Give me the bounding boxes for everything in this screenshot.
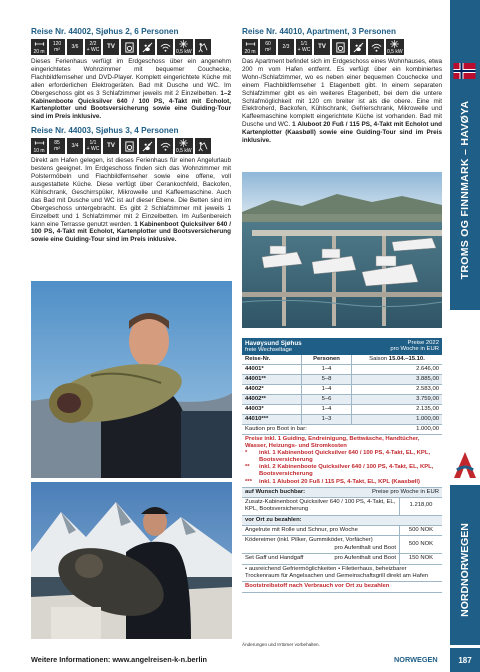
table-row (242, 385, 442, 395)
angler-with-cod-image (31, 281, 232, 478)
col-personen: Personen (302, 355, 352, 364)
pets-icon (139, 138, 155, 154)
harbour-photo (242, 172, 442, 328)
reise-nr-cell: 44010*** (242, 415, 302, 424)
reise-nr-cell: 44001** (242, 375, 302, 384)
area-icon: 120 m² (49, 39, 65, 55)
table-title: Havøysund Sjøhus (245, 340, 302, 347)
reise-nr-cell: 44003* (242, 405, 302, 414)
extra-boat-row: Zusatz-Kabinenboot Quicksilver 640 / 100 PS, 4-Takt, EL, KPL, Bootsversicherung 1.218,00 (242, 498, 442, 516)
disclaimer: Änderungen und Irrtümer vorbehalten. (242, 642, 320, 647)
bathrooms-icon: 1/1 + WC (297, 41, 311, 53)
offer-44002-description: Dieses Ferienhaus verfügt im Erdgeschoss über ein angenehm eingerichtetes Wohnzimmer mit bequemer Couchecke, Flachbildfernseher und DVD-Player. Komplett eingerichtete Küche mit allen erforderlichen Elektrogeräten. Bad mit Dusche und WC. Im Obergeschoss gibt es 3 Schlafzimmer jeweils mit 2 Einzelbetten. 1–2 Kabinenboote Quicksilver 640 / 100 PS, 4-Takt mit Echolot, Kartenplotter und Bootsversicherung sowie eine Guiding-Tour sind im Preis inklusive. (31, 58, 231, 121)
freezer-icon: 0,5 kW (175, 138, 193, 154)
area-icon: 85 m² (49, 138, 65, 154)
area-icon: 60 m² (260, 39, 276, 55)
included-notes (242, 435, 442, 488)
table-row (242, 395, 442, 405)
tv-icon: TV (314, 39, 330, 55)
page-number: 187 (450, 648, 480, 672)
footer-info-link[interactable]: Weitere Informationen: www.angelreisen-k-n.berlin (31, 655, 207, 664)
offer-44010-description: Das Apartment befindet sich im Erdgeschoss eines Wohnhauses, etwa 200 m vom Hafen entfernt. Es verfügt über ein kombiniertes Wohn-/Schlafzimmer, wo es neben einer bequemen Couchecke und einem Flachbildfernseher 1 Etagenbett gibt. In einem separaten Schlafzimmer gibt es ein weiteres Etagenbett, bei dem die untere Schlafmöglichkeit mit 120 cm breiter ist als die obere. Eine mit Elektroherd, Backofen, Kühlschrank, Gefrierschrank, Mikrowelle und Kaffeemaschine komplett eingerichtete Küche ist vorhanden. Bad mit Dusche und WC. 1 Aluboot 20 Fuß / 115 PS, 4-Takt mit Echolot und Kartenplotter (Kaasbøll) sowie eine Guiding-Tour sind im Preis inklusive. (242, 58, 443, 145)
distance-icon: 10 m (31, 138, 47, 154)
bathrooms-icon: 1/1 + WC (86, 140, 100, 153)
note-3: *** inkl. 1 Aluboot 20 Fuß / 115 PS, 4-Takt, EL, KPL (Kaasbøll) (245, 478, 420, 485)
included-text: Preise inkl. 1 Guiding, Endreinigung, Bettwäsche, Handtücher, Wasser, Heizungs- und Stromkosten (245, 436, 420, 450)
fisherman-icon (195, 39, 211, 55)
wunsch-section: auf Wunsch buchbar: Preise pro Woche in EUR (242, 488, 442, 498)
washing-machine-icon (121, 138, 137, 154)
facilities-text: • ausreichend Gefriermöglichkeiten • Filetierhaus, beheizbarer Trockenraum für Angelsachen und Gemeinschaftsgrill direkt am Hafen (242, 565, 442, 583)
left-column (31, 27, 231, 244)
reise-nr-cell: 44002* (242, 385, 302, 394)
gaff-row: Set Gaff und Handgaff pro Aufenthalt und Boot 150 NOK (242, 554, 442, 565)
offer-44010-title: Reise Nr. 44010, Apartment, 3 Personen (242, 27, 396, 36)
harbour-image (242, 172, 442, 328)
region-label-troms: TROMS OG FINNMARK – HAVØYA (459, 100, 471, 280)
personen-cell: 1–4 (302, 365, 352, 374)
price-cell: 3.885,00 (416, 376, 439, 382)
price-table (242, 338, 442, 593)
price-table-header (242, 338, 442, 355)
table-column-headers (242, 355, 442, 365)
offer-44002-title: Reise Nr. 44002, Sjøhus 2, 6 Personen (31, 27, 179, 36)
personen-cell: 1–4 (302, 405, 352, 414)
fuel-note: Bootstreibstoff nach Verbrauch vor Ort zu bezahlen (242, 582, 442, 592)
washing-machine-icon (121, 39, 137, 55)
price-cell: 2.135,00 (416, 406, 439, 412)
reise-nr-cell: 44001* (242, 365, 302, 374)
pets-icon (350, 39, 366, 55)
rod-row: Angelrute mit Rolle und Schnur, pro Woche 500 NOK (242, 526, 442, 537)
angler-photo-2 (31, 482, 232, 639)
vorort-section: vor Ort zu bezahlen: (242, 516, 442, 526)
note-2: ** inkl. 2 Kabinenboote Quicksilver 640 / 100 PS, 4-Takt, EL, KPL, Bootsversicherung (245, 464, 434, 478)
offer-44003-title: Reise Nr. 44003, Sjøhus 3, 4 Personen (31, 126, 179, 136)
bathrooms-icon: 2/2 + WC (86, 41, 100, 53)
bedrooms-icon: 3/6 (67, 39, 83, 55)
prices-year: Preise 2022 (407, 340, 439, 346)
table-row (242, 365, 442, 375)
note-1: * inkl. 1 Kabinenboot Quicksilver 640 / 100 PS, 4-Takt, EL, KPL, Bootsversicherung (245, 450, 431, 464)
personen-cell: 5–8 (302, 375, 352, 384)
angler-mountains-image (31, 482, 232, 639)
bedrooms-icon: 2/3 (278, 39, 294, 55)
offer-44003-description: Direkt am Hafen gelegen, ist dieses Ferienhaus für einen Angelurlaub bestens geeignet. Im Erdgeschoss finden sich das Wohnzimmer mit Polstermöbeln und Flachbildfernseher sowie eine offene, voll ausgestattete Küche. Diese verfügt über Cerankochfeld, Backofen, Kühlschrank, Geschirrspüler, Mikrowelle und Kaffeemaschine. Auch das Bad mit Dusche und WC ist auf dieser Ebene. Die Betten sind im Obergeschoss untergebracht. Es gibt 2 Schlafzimmer mit jeweils 1 Einzelbett und 1 Schlafzimmer mit 2 Einzelbetten. Im Außenbereich kann eine Terrasse genutzt werden. 1 Kabinenboot Quicksilver 640 / 100 PS, 4-Takt mit Echolot, Kartenplotter und Bootsversicherung sowie eine Guiding-Tour sind im Preis inklusive. (31, 157, 231, 244)
table-row (242, 405, 442, 415)
price-cell: 2.646,00 (416, 366, 439, 372)
wifi-icon (157, 138, 173, 154)
tv-icon: TV (103, 39, 119, 55)
personen-cell: 5–6 (302, 395, 352, 404)
kaution-value: 1.000,00 (416, 426, 439, 432)
kaution-label: Kaution pro Boot in bar: (245, 426, 307, 432)
wifi-icon (368, 39, 384, 55)
bait-row: Ködereimer (inkl. Pilker, Gummiköder, Vorfächer) pro Aufenthalt und Boot 500 NOK (242, 536, 442, 554)
reise-nr-cell: 44002** (242, 395, 302, 404)
angler-photo-1 (31, 281, 232, 478)
table-row (242, 415, 442, 425)
bedrooms-icon: 3/4 (67, 138, 83, 154)
right-column (242, 27, 442, 145)
price-cell: 3.759,00 (416, 396, 439, 402)
distance-icon: 20 m (242, 39, 258, 55)
table-subtitle: freie Wechseltage (245, 347, 293, 353)
distance-icon: 20 m (31, 39, 47, 55)
personen-cell: 1–4 (302, 385, 352, 394)
personen-cell: 1–3 (302, 415, 352, 424)
wifi-icon (157, 39, 173, 55)
freezer-icon: 0,5 kW (175, 39, 193, 55)
price-rows (242, 365, 442, 425)
offer-44003-icons (31, 138, 231, 154)
region-label-nordnorwegen: NORDNORWEGEN (459, 523, 471, 617)
pets-icon (139, 39, 155, 55)
price-cell: 2.583,00 (416, 386, 439, 392)
fisherman-icon (195, 138, 211, 154)
freezer-icon: 0,5 kW (386, 39, 404, 55)
price-cell: 1.000,00 (416, 416, 439, 422)
footer-country: NORWEGEN (394, 655, 438, 664)
washing-machine-icon (332, 39, 348, 55)
col-reise-nr: Reise-Nr. (242, 355, 302, 364)
table-row (242, 375, 442, 385)
kaution-row (242, 425, 442, 435)
offer-44002-icons (31, 39, 231, 55)
company-logo (451, 450, 479, 482)
offer-44010-icons (242, 39, 442, 55)
col-saison: Saison 15.04.–15.10. (369, 356, 425, 362)
prices-unit: pro Woche in EUR (390, 346, 439, 352)
tv-icon: TV (103, 138, 119, 154)
